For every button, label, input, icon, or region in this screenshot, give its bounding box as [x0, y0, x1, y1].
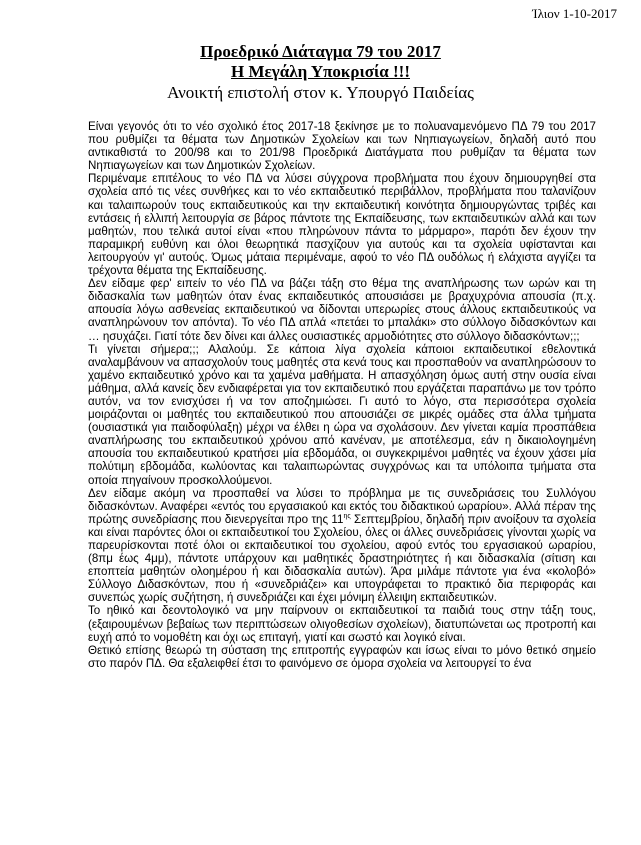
paragraph-5-part-2: Σεπτεμβρίου, δηλαδή πριν ανοίξουν τα σχολεία και είναι παρόντες όλοι οι εκπαιδευτικοί του Σχολείου, όλες οι άλλες συνεδριάσεις γίνονται χωρίς να παρευρίσκονται ποτέ όλοι οι εκπαιδευτικοί του σχολείου, αφού εντός του εργασιακού ωραρίου, (8πμ έως 4μμ), πάντοτε υπάρχουν και μαθητικές δραστηριότητες ή και διδασκαλία (σίτιση και εποπτεία μαθητών ολοημέρου ή και διδασκαλία αυτών). Άρα μιλάμε πάντοτε για ένα «κολοβό» Σύλλογο Διδασκόντων, που ή «συνεδριάζει» και υπογράφεται το πρακτικό δια περιφοράς και συνεπώς χωρίς συζήτηση, ή συνεδριάζει και έχει μόνιμη έλλειψη εκπαιδευτικών. — [88, 512, 596, 605]
title-block — [0, 42, 641, 103]
paragraph-6: Το ηθικό και δεοντολογικό να μην παίρνουν οι εκπαιδευτικοί τα παιδιά τους στην τάξη τους, (εξαιρουμένων βεβαίως των περιπτώσεων ολιγοθεσίων σχολείων), διατυπώνεται ως προτροπή και ευχή από το νομοθέτη και όχι ως επιταγή, γιατί και σωστό και λογικό είναι. — [88, 604, 596, 644]
document-headline: Η Μεγάλη Υποκρισία !!! — [231, 62, 410, 81]
paragraph-2: Περιμέναμε επιτέλους το νέο ΠΔ να λύσει σύγχρονα προβλήματα που έχουν δημιουργηθεί στα σχολεία από τις νέες συνθήκες και το νέο εκπαιδευτικό περιβάλλον, προβλήματα που ταλανίζουν και ταλαιπωρούν τους εκπαιδευτικούς και την εκπαιδευτική κοινότητα δημιουργώντας τριβές και εντάσεις ή ελλιπή λειτουργία σε βάρος πάντοτε της Εκπαίδευσης, των εκπαιδευτικών αλλά και των μαθητών, που τελικά αυτοί είναι «που πληρώνουν πάντα το μάρμαρο», παρότι δεν έχουν την παραμικρή ευθύνη και όλοι θεωρητικά πασχίζουν για αυτούς και τα σχολεία υφίστανται και λειτουργούν γι' αυτούς. Όμως μάταια περιμέναμε, αφού το νέο ΠΔ ουδόλως ή ελάχιστα αγγίζει τα τρέχοντα θέματα της Εκπαίδευσης. — [88, 172, 596, 278]
document-title: Προεδρικό Διάταγμα 79 του 2017 — [200, 42, 441, 61]
document-subtitle: Ανοικτή επιστολή στον κ. Υπουργό Παιδείας — [167, 83, 474, 102]
paragraph-5 — [88, 487, 596, 605]
ordinal-superscript: ης — [343, 512, 351, 520]
dateline: Ίλιον 1-10-2017 — [532, 6, 617, 21]
paragraph-1: Είναι γεγονός ότι το νέο σχολικό έτος 2017-18 ξεκίνησε με το πολυαναμενόμενο ΠΔ 79 του 2017 που ρυθμίζει τα θέματα των Δημοτικών Σχολείων και των Νηπιαγωγείων, δηλαδή αυτό που αντικαθιστά το 200/98 και το 201/98 Προεδρικά Διατάγματα που ρυθμίζαν τα θέματα των Νηπιαγωγείων και των Δημοτικών Σχολείων. — [88, 120, 596, 173]
paragraph-4: Τι γίνεται σήμερα;;; Αλαλούμ. Σε κάποια λίγα σχολεία κάποιοι εκπαιδευτικοί εθελοντικά αναλαμβάνουν να απασχολούν τους μαθητές στα κενά τους και προσπαθούν να αναπληρώσουν το χαμένο εκπαιδευτικό χρόνο και τα χαμένα μαθήματα. Η απασχόληση όμως αυτή στην ουσία είναι μάθημα, αλλά κανείς δεν ενδιαφέρεται για τον εκπαιδευτικό που εργάζεται παραπάνω με τον τρόπο αυτόν, να τον ενισχύσει ή να τον αποζημιώσει. Γι αυτό το λόγο, στα περισσότερα σχολεία μοιράζονται οι μαθητές του εκπαιδευτικού που απουσιάζει σε μικρές ομάδες στα άλλα τμήματα (ουσιαστικά για παιδοφύλαξη) μέχρι να έλθει η ώρα να σχολάσουν. Δεν γίνεται καμία προσπάθεια αναπλήρωσης του εκπαιδευτικού χρόνου από κανέναν, με αποτέλεσμα, εάν η δικαιολογημένη απουσία του εκπαιδευτικού κρατήσει μία εβδομάδα, οι συγκεκριμένοι μαθητές να έχουν χάσει μία πολύτιμη εβδομάδα, κωλύοντας και ταλαιπωρώντας συγχρόνως και τα υπόλοιπα τμήματα στα οποία πηγαίνουν προσκολλούμενοι. — [88, 342, 596, 487]
paragraph-3: Δεν είδαμε φερ' ειπείν το νέο ΠΔ να βάζει τάξη στο θέμα της αναπλήρωσης των ωρών και τη διδασκαλία των μαθητών όταν ένας εκπαιδευτικός απουσιάσει με βραχυχρόνια απουσία (π.χ. απουσία λόγω ασθενείας εκπαιδευτικού να δίδονται υπερωρίες στους άλλους εκπαιδευτικούς να αναπληρώνουν τον απόντα). Το νέο ΠΔ απλά «πετάει το μπαλάκι» στο σύλλογο διδασκόντων και … ησυχάζει. Γιατί τότε δεν δίνει και άλλες ουσιαστικές αρμοδιότητες στο σύλλογο διδασκόντων;;; — [88, 277, 596, 343]
paragraph-5-part-1: Δεν είδαμε ακόμη να προσπαθεί να λύσει το πρόβλημα με τις συνεδριάσεις του Συλλόγου διδασκόντων. Αναφέρει «εντός του εργασιακού και εκτός του διδακτικού ωραρίου». Αλλά πέραν της πρώτης συνεδρίασης που διενεργείται προ της 11 — [88, 486, 596, 526]
letter-body — [88, 120, 596, 670]
paragraph-7: Θετικό επίσης θεωρώ τη σύσταση της επιτροπής εγγραφών και ίσως είναι το μόνο θετικό σημείο στο παρόν ΠΔ. Θα εξαλειφθεί έτσι το φαινόμενο σε όμορα σχολεία να λειτουργεί το ένα — [88, 643, 596, 670]
